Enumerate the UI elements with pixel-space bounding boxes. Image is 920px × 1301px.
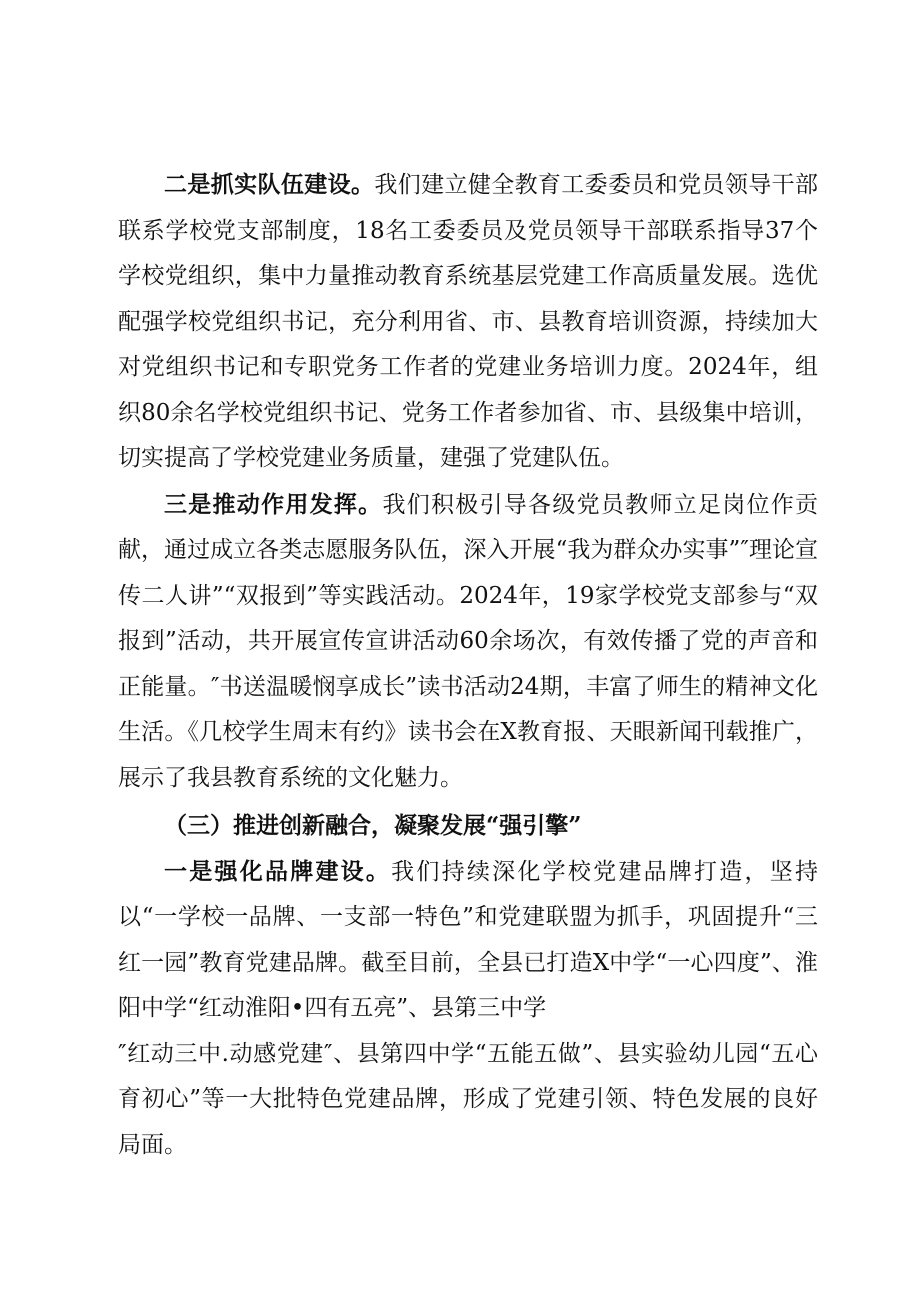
section-heading: （三）推进创新融合，凝聚发展“强引擎” xyxy=(164,812,582,839)
paragraph-role-play xyxy=(118,482,818,802)
paragraph-lead: 三是推动作用发挥。 xyxy=(164,490,383,518)
paragraph-brand-building xyxy=(118,849,818,1032)
paragraph-lead: 二是抓实队伍建设。 xyxy=(164,171,375,198)
paragraph-lead: 一是强化品牌建设。 xyxy=(164,857,392,885)
paragraph-text: 我们建立健全教育工委委员和党员领导干部联系学校党支部制度，18名工委委员及党员领导干部联系指导37个学校党组织，集中力量推动教育系统基层党建工作高质量发展。选优配强学校党组织书记，充分利用省、市、县教育培训资源，持续加大对党组织书记和专职党务工作者的党建业务培训力度。2024年，组织80余名学校党组织书记、党务工作者参加省、市、县级集中培训，切实提高了学校党建业务质量，建强了党建队伍。 xyxy=(118,172,819,471)
document-body xyxy=(118,162,818,1168)
paragraph-text: 我们积极引导各级党员教师立足岗位作贡献，通过成立各类志愿服务队伍，深入开展“我为群众办实事”″理论宣传二人讲”“双报到”等实践活动。2024年，19家学校党支部参与“双报到”活动，共开展宣传宣讲活动60余场次，有效传播了党的声音和正能量。″书送温暖悯享成长”读书活动24期，丰富了师生的精神文化生活。《几校学生周末有约》读书会在X教育报、天眼新闻刊载推广，展示了我县教育系统的文化魅力。 xyxy=(118,491,819,791)
paragraph-text: ″红动三中.动感党建″、县第四中学“五能五做”、县实验幼儿园“五心育初心”等一大批特色党建品牌，形成了党建引领、特色发展的良好局面。 xyxy=(118,1040,818,1158)
paragraph-team-building xyxy=(118,162,818,482)
paragraph-brand-building-continued xyxy=(118,1032,818,1169)
paragraph-text: 我们持续深化学校党建品牌打造，坚持以“一学校一品牌、一支部一特色”和党建联盟为抓手，巩固提升“三红一园”教育党建品牌。截至目前，全县已打造X中学“一心四度”、淮阳中学“红动淮阳•四有五亮”、县第三中学 xyxy=(118,858,819,1021)
